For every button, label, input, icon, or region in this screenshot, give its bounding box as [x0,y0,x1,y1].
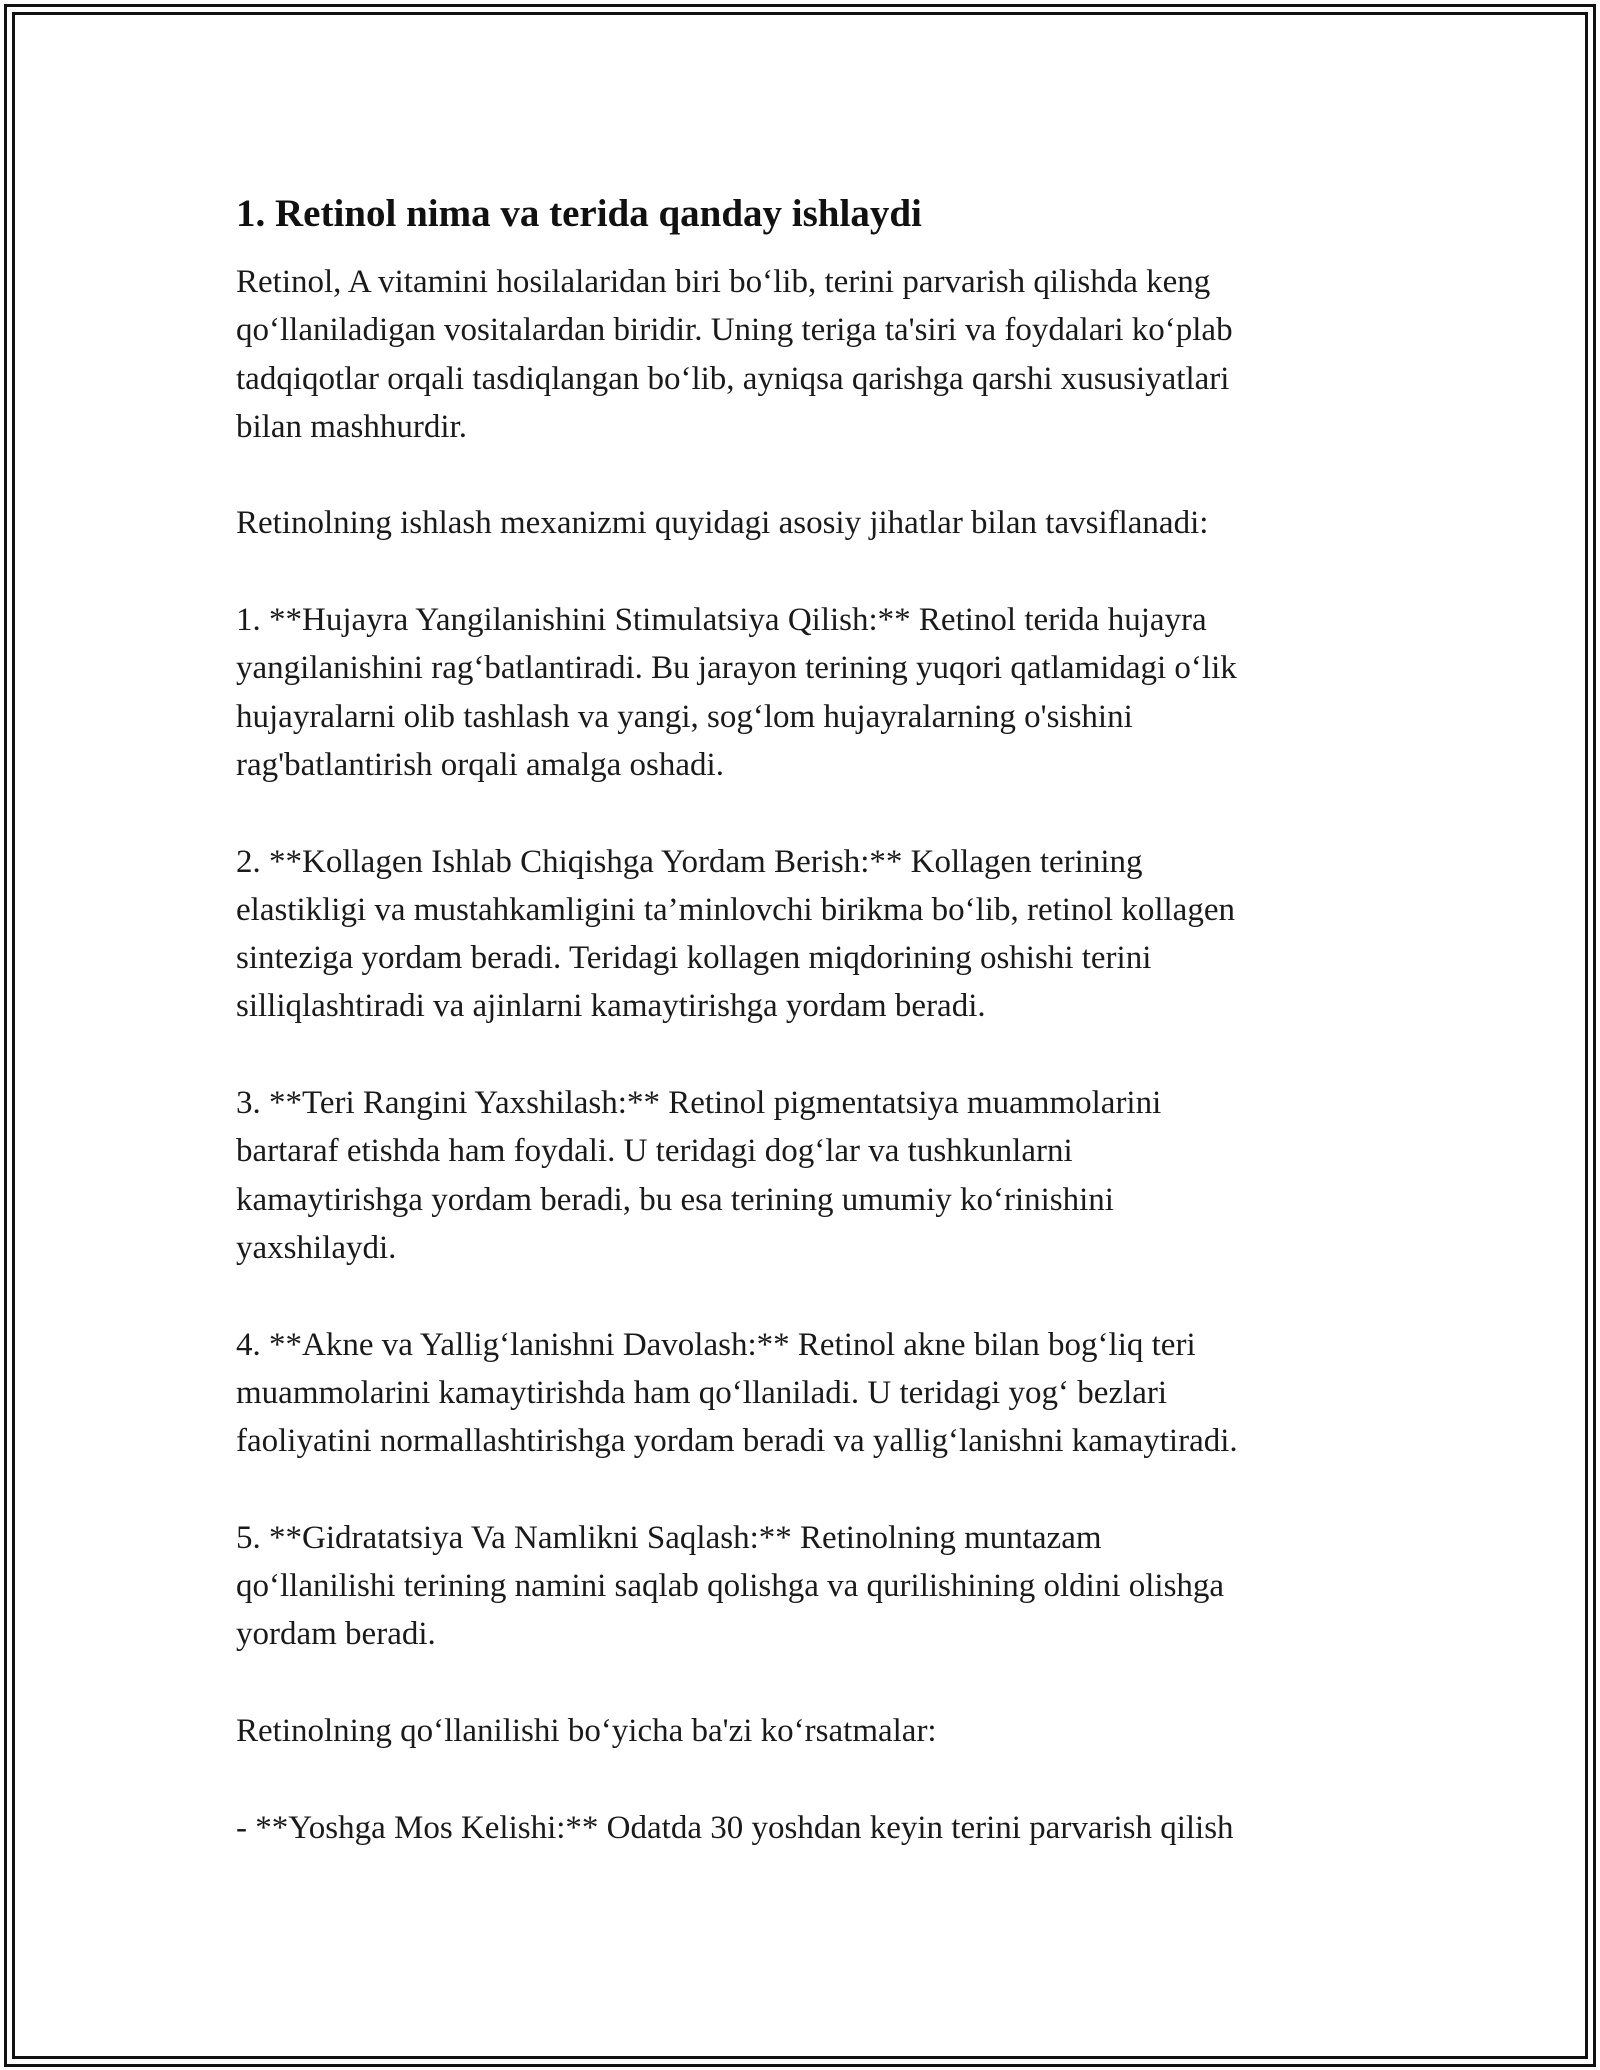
paragraph-spacer [236,1465,1366,1513]
paragraph-spacer [236,1272,1366,1320]
list-item-collagen: 2. **Kollagen Ishlab Chiqishga Yordam Berish:** Kollagen terining elastikligi va mustahkamligini ta’minlovchi birikma bo‘lib, retinol kollagen sinteziga yordam beradi. Teridagi kollagen miqdorining oshishi terini silliqlashtiradi va ajinlarni kamaytirishga yordam beradi. [236,843,1235,1025]
paragraph-spacer [236,1755,1366,1803]
paragraph-usage-intro: Retinolning qo‘llanilishi bo‘yicha ba'zi ko‘rsatmalar: [236,1712,937,1749]
paragraph-spacer [236,451,1366,499]
paragraph-spacer [236,789,1366,837]
list-item-hydration: 5. **Gidratatsiya Va Namlikni Saqlash:** Retinolning muntazam qo‘llanilishi terining namini saqlab qolishga va qurilishining oldini olishga yordam beradi. [236,1519,1225,1653]
section-heading: 1. Retinol nima va terida qanday ishlaydi [236,192,922,235]
list-item-skin-tone: 3. **Teri Rangini Yaxshilash:** Retinol pigmentatsiya muammolarini bartaraf etishda ham foydali. U teridagi dog‘lar va tushkunlarni kamaytirishga yordam beradi, bu esa terining umumiy ko‘rinishini yaxshilaydi. [236,1085,1162,1266]
document-body [236,186,1366,1852]
list-item-cell-renewal: 1. **Hujayra Yangilanishini Stimulatsiya Qilish:** Retinol terida hujayra yangilanishini rag‘batlantiradi. Bu jarayon terining yuqori qatlamidagi o‘lik hujayralarni olib tashlash va yangi, sog‘lom hujayralarning o'sishini rag'batlantirish orqali amalga oshadi. [236,602,1237,783]
paragraph-spacer [236,548,1366,596]
paragraph-spacer [236,1031,1366,1079]
list-item-acne: 4. **Akne va Yallig‘lanishni Davolash:** Retinol akne bilan bog‘liq teri muammolarini kamaytirishda ham qo‘llaniladi. U teridagi yog‘ bezlari faoliyatini normallashtirishga yordam beradi va yallig‘lanishni kamaytiradi. [236,1326,1238,1460]
list-item-age: - **Yoshga Mos Kelishi:** Odatda 30 yoshdan keyin terini parvarish qilish [236,1809,1234,1846]
paragraph-spacer [236,1659,1366,1707]
paragraph-intro: Retinol, A vitamini hosilalaridan biri bo‘lib, terini parvarish qilishda keng qo‘llaniladigan vositalardan biridir. Uning teriga ta'siri va foydalari ko‘plab tadqiqotlar orqali tasdiqlangan bo‘lib, ayniqsa qarishga qarshi xususiyatlari bilan mashhurdir. [236,264,1233,445]
paragraph-mechanism-intro: Retinolning ishlash mexanizmi quyidagi asosiy jihatlar bilan tavsiflanadi: [236,505,1209,542]
